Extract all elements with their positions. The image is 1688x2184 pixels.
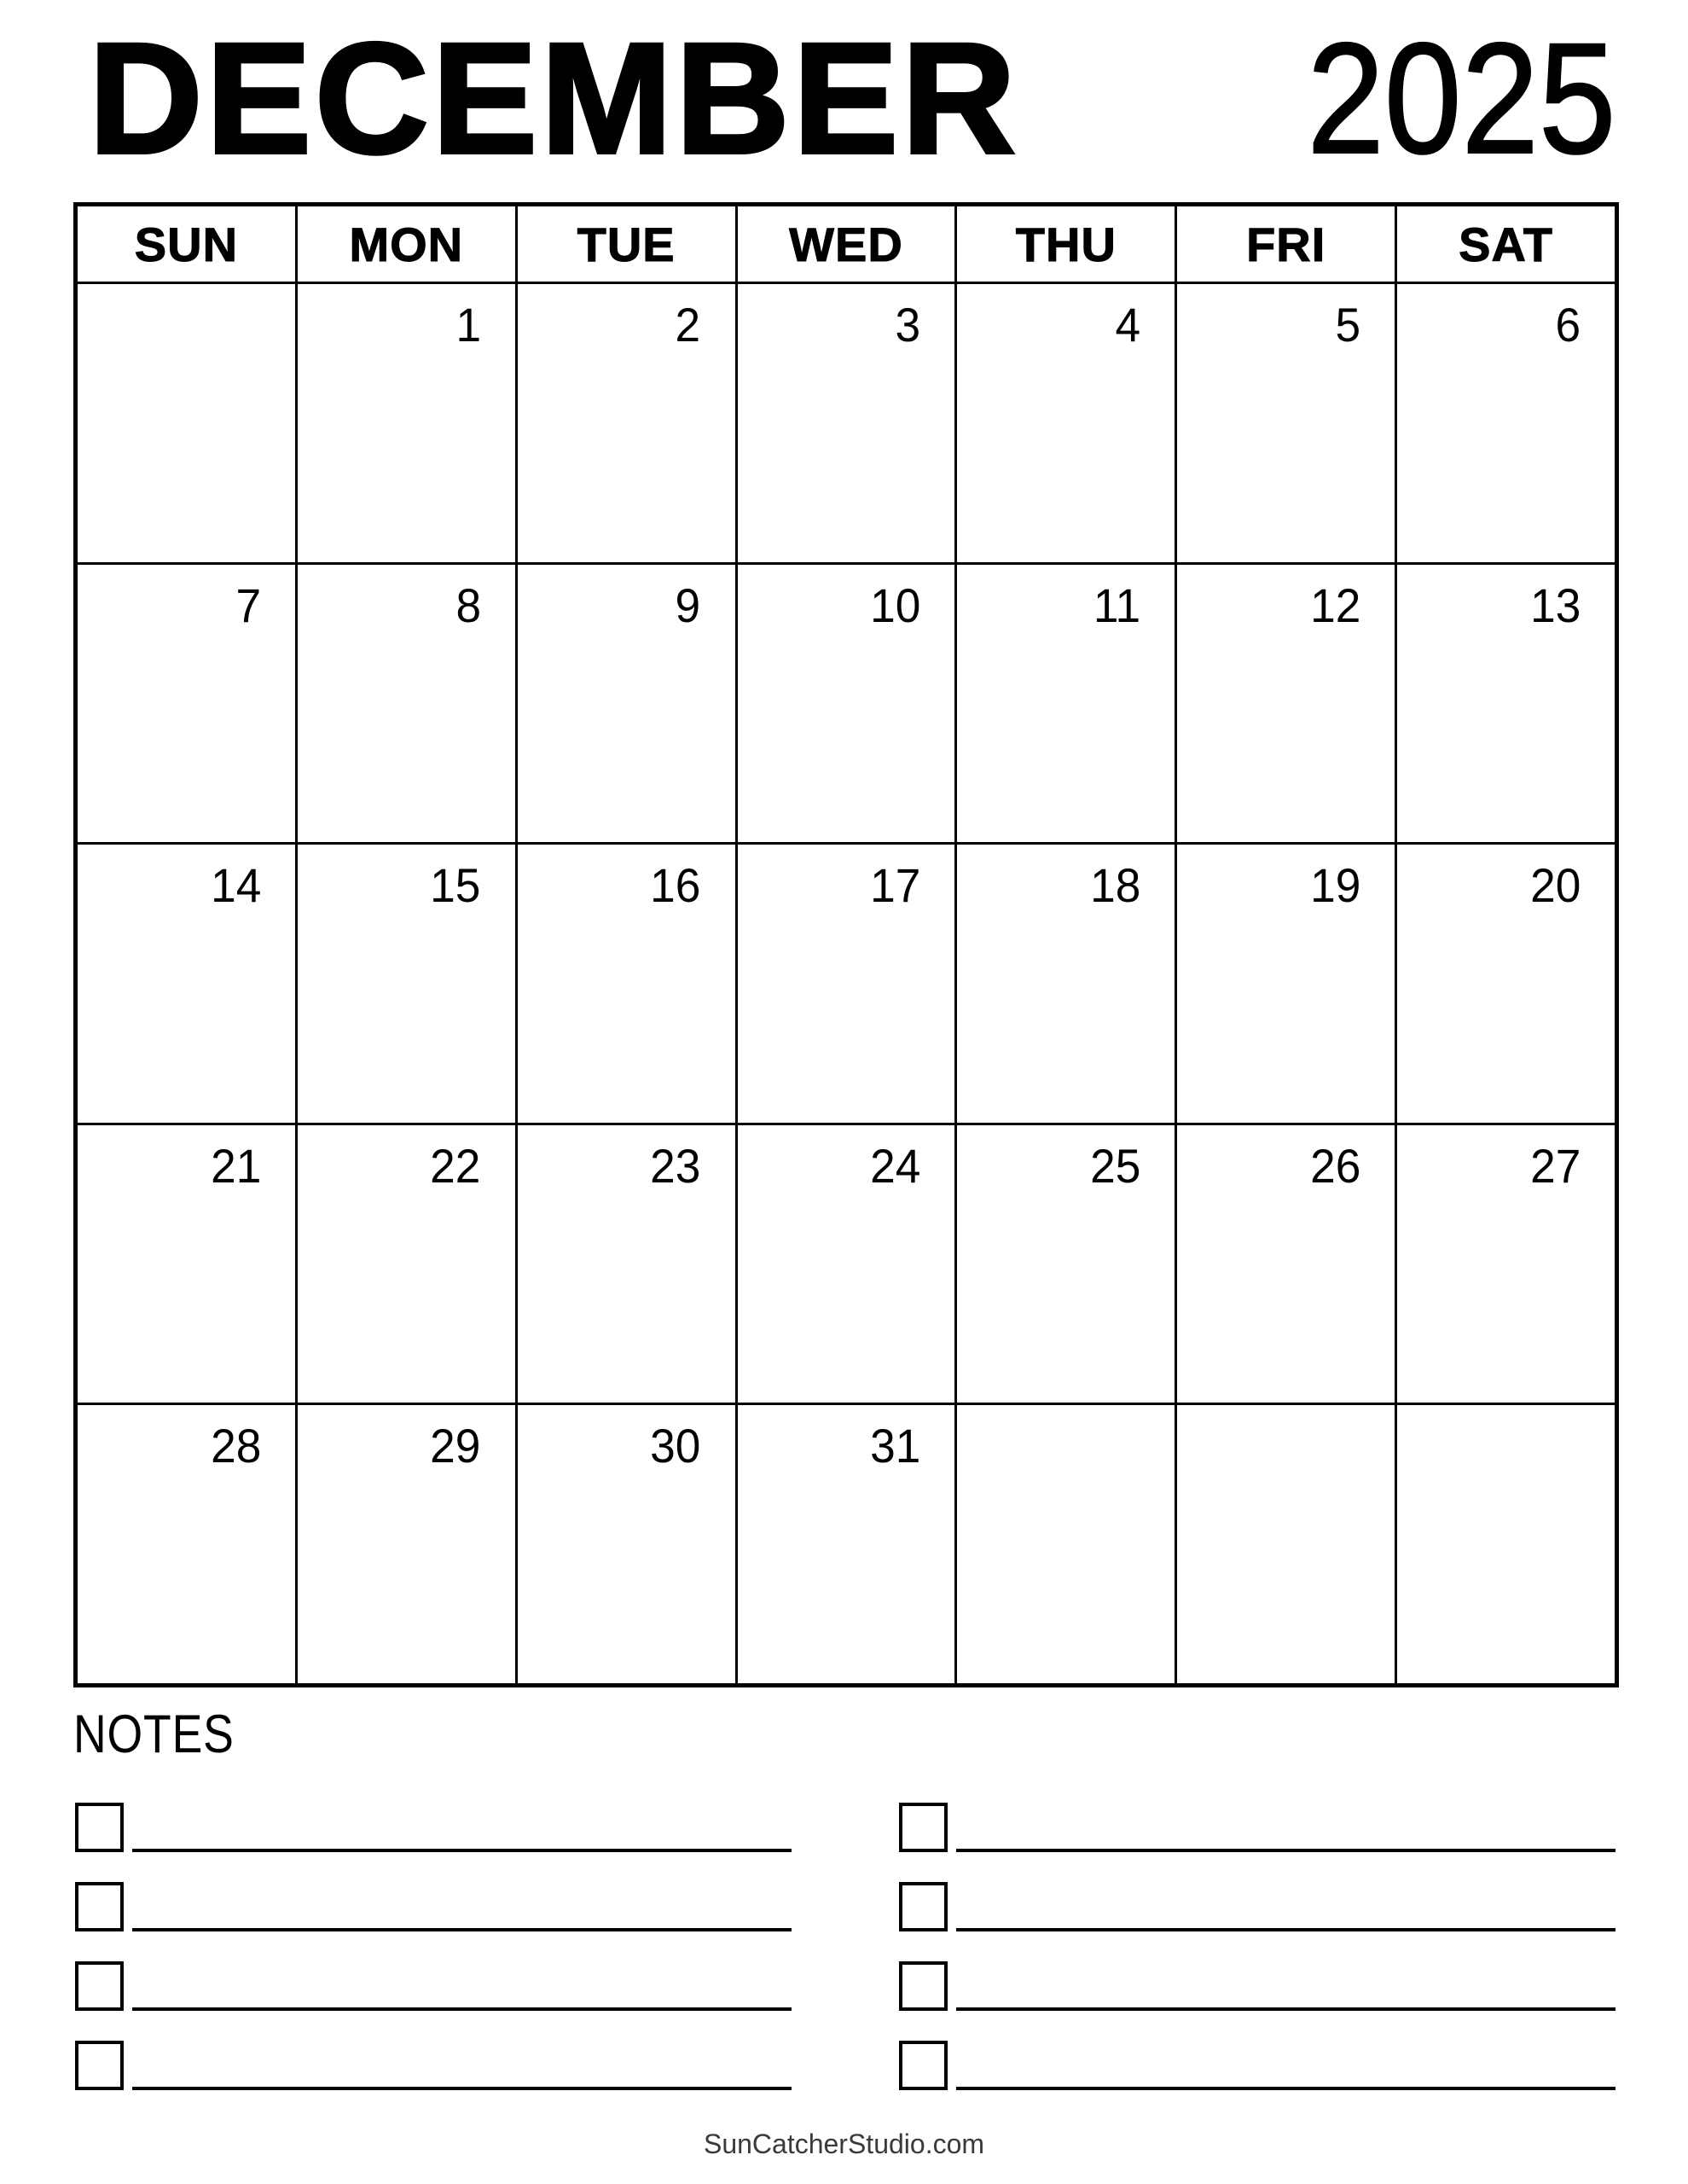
day-cell	[1177, 565, 1395, 843]
day-number: 22	[430, 1138, 481, 1193]
note-row	[75, 1961, 793, 2011]
day-cell	[738, 845, 955, 1123]
day-cell	[957, 1405, 1175, 1683]
day-cell	[518, 284, 735, 562]
day-number: 19	[1309, 858, 1361, 913]
day-number: 23	[650, 1138, 701, 1193]
note-checkbox	[899, 2041, 948, 2090]
note-writing-line	[132, 2007, 792, 2011]
day-cell	[78, 1405, 295, 1683]
day-number: 30	[650, 1419, 701, 1473]
note-row	[899, 1961, 1617, 2011]
day-cell	[518, 1405, 735, 1683]
day-cell	[957, 845, 1175, 1123]
weekday-header-fri: FRI	[1177, 206, 1395, 282]
day-cell	[78, 565, 295, 843]
day-number: 8	[455, 578, 481, 632]
note-writing-line	[132, 2087, 792, 2090]
day-cell	[1177, 1405, 1395, 1683]
note-row	[899, 1803, 1617, 1852]
day-cell	[1397, 565, 1615, 843]
day-cell	[738, 1405, 955, 1683]
day-cell	[738, 1125, 955, 1403]
note-row	[899, 2041, 1617, 2090]
day-number: 31	[870, 1419, 921, 1473]
day-number: 10	[870, 578, 921, 632]
day-cell	[957, 565, 1175, 843]
day-cell	[298, 284, 515, 562]
calendar-month-title: DECEMBER	[89, 11, 1019, 187]
weekday-header-wed: WED	[738, 206, 955, 282]
note-writing-line	[132, 1849, 792, 1852]
day-cell	[78, 845, 295, 1123]
day-number: 15	[430, 858, 481, 913]
note-writing-line	[132, 1928, 792, 1931]
day-number: 14	[210, 858, 261, 913]
day-number: 2	[675, 298, 701, 351]
day-cell	[1177, 1125, 1395, 1403]
day-number: 5	[1335, 298, 1361, 351]
note-row	[75, 1803, 793, 1852]
day-number: 24	[870, 1138, 921, 1193]
day-number: 27	[1529, 1138, 1581, 1193]
weekday-header-thu: THU	[957, 206, 1175, 282]
day-number: 17	[870, 858, 921, 913]
day-number: 13	[1529, 578, 1581, 632]
weekday-header-mon: MON	[298, 206, 515, 282]
weekday-header-sat: SAT	[1397, 206, 1615, 282]
day-number: 6	[1555, 298, 1581, 351]
day-cell	[518, 845, 735, 1123]
calendar-grid	[73, 202, 1619, 1687]
day-number: 1	[455, 298, 481, 351]
day-cell	[1397, 284, 1615, 562]
day-cell	[298, 1125, 515, 1403]
day-number: 7	[235, 578, 261, 632]
note-writing-line	[956, 2007, 1615, 2011]
weekday-header-tue: TUE	[518, 206, 735, 282]
note-checkbox	[899, 1961, 948, 2011]
note-row	[899, 1882, 1617, 1931]
day-number: 26	[1309, 1138, 1361, 1193]
day-cell	[78, 1125, 295, 1403]
day-number: 25	[1090, 1138, 1141, 1193]
day-cell	[518, 565, 735, 843]
day-cell	[738, 284, 955, 562]
day-number: 16	[650, 858, 701, 913]
note-row	[75, 2041, 793, 2090]
day-cell	[1397, 845, 1615, 1123]
note-writing-line	[956, 1849, 1615, 1852]
note-checkbox	[899, 1803, 948, 1852]
day-cell	[78, 284, 295, 562]
notes-heading: NOTES	[73, 1705, 235, 1764]
calendar-year: 2025	[1307, 11, 1616, 187]
day-number: 4	[1115, 298, 1141, 351]
day-number: 9	[675, 578, 701, 632]
day-cell	[298, 845, 515, 1123]
day-number: 28	[210, 1419, 261, 1473]
day-cell	[1397, 1125, 1615, 1403]
note-checkbox	[899, 1882, 948, 1931]
day-number: 29	[430, 1419, 481, 1473]
note-checkbox	[75, 1803, 124, 1852]
day-cell	[298, 565, 515, 843]
day-cell	[298, 1405, 515, 1683]
day-number: 3	[895, 298, 921, 351]
day-number: 11	[1093, 578, 1141, 632]
day-number: 18	[1090, 858, 1141, 913]
weekday-header-sun: SUN	[78, 206, 295, 282]
note-checkbox	[75, 2041, 124, 2090]
day-cell	[1397, 1405, 1615, 1683]
day-cell	[957, 284, 1175, 562]
note-row	[75, 1882, 793, 1931]
note-writing-line	[956, 1928, 1615, 1931]
day-cell	[518, 1125, 735, 1403]
day-number: 20	[1529, 858, 1581, 913]
day-number: 12	[1309, 578, 1361, 632]
site-credit: SunCatcherStudio.com	[703, 2129, 985, 2159]
day-number: 21	[210, 1138, 261, 1193]
day-cell	[957, 1125, 1175, 1403]
note-writing-line	[956, 2087, 1615, 2090]
note-checkbox	[75, 1882, 124, 1931]
day-cell	[738, 565, 955, 843]
note-checkbox	[75, 1961, 124, 2011]
day-cell	[1177, 284, 1395, 562]
day-cell	[1177, 845, 1395, 1123]
